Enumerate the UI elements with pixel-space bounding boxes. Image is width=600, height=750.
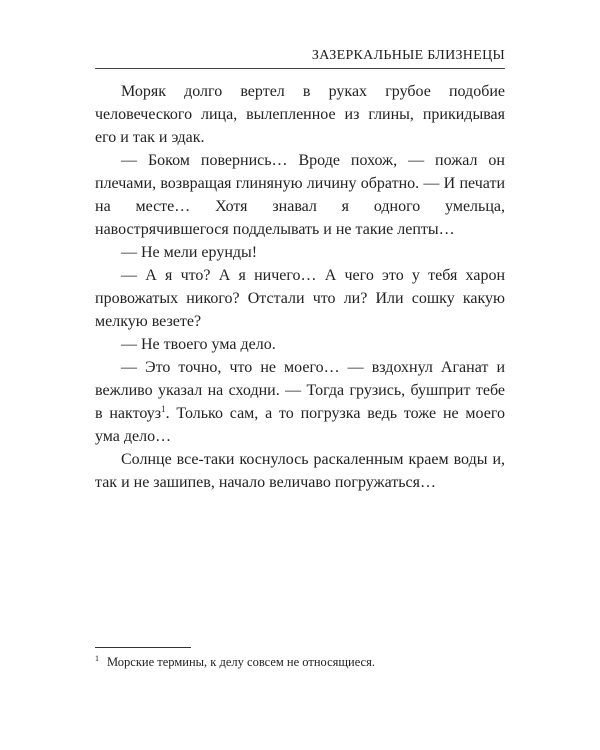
paragraph-with-footnote	[95, 356, 505, 448]
paragraph: — Не мели ерунды!	[121, 244, 258, 261]
paragraph: — А я что? А я ничего… А чего это у тебя харон провожатых никого? Отстали что ли? Или сошку какую мелкую везете?	[95, 267, 505, 330]
paragraph: — Боком повернись… Вроде похож, — пожал он плечами, возвращая глиняную личину обратно. — И печати на месте… Хотя знавал я одного умельца, навострячившегося подделывать и не такие лепты…	[95, 152, 505, 238]
paragraph-text: — Это точно, что не моего… — вздохнул Аганат и вежливо указал на сходни. — Тогда грузись, бушприт тебе в нактоуз	[95, 359, 505, 422]
running-head-title: ЗАЗЕРКАЛЬНЫЕ БЛИЗНЕЦЫ	[311, 48, 505, 63]
footnote-text: Морские термины, к делу совсем не относящиеся.	[107, 655, 375, 669]
footnote-number: 1	[95, 654, 99, 663]
footnote	[95, 654, 505, 670]
main-text	[95, 80, 505, 494]
footnote-marker: 1	[161, 404, 166, 414]
header-rule	[95, 68, 505, 69]
paragraph: Солнце все-таки коснулось раскаленным краем воды и, так и не зашипев, начало величаво погружаться…	[95, 451, 505, 491]
paragraph-text: . Только сам, а то погрузка ведь тоже не моего ума дело…	[95, 405, 505, 445]
paragraph: Моряк долго вертел в руках грубое подобие человеческого лица, вылепленное из глины, прикидывая его и так и эдак.	[95, 83, 505, 146]
paragraph: — Не твоего ума дело.	[121, 336, 276, 353]
footnote-rule	[95, 647, 191, 648]
